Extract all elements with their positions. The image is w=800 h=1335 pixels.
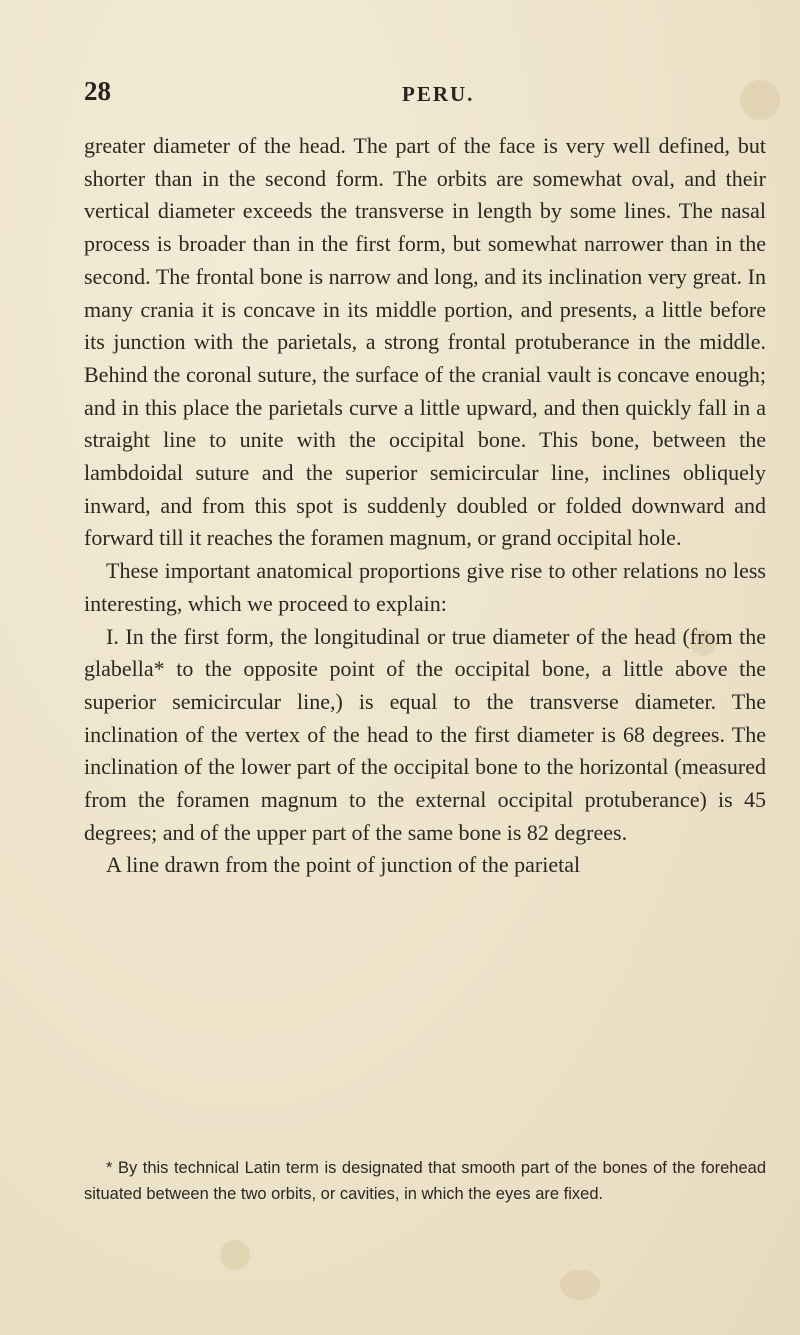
page-header — [84, 76, 764, 112]
paragraph: I. In the first form, the longitudinal or true diameter of the head (from the glabella* to the opposite point of the occipital bone, a little above the superior semicircular line,) is equal to the transverse diameter. The inclination of the vertex of the head to the first diameter is 68 degrees. The inclination of the lower part of the occipital bone to the horizontal (measured from the foramen magnum to the external occipital protuberance) is 45 degrees; and of the upper part of the same bone is 82 degrees. — [84, 623, 766, 845]
paper-stain — [220, 1240, 250, 1270]
paragraph: greater diameter of the head. The part of the face is very well defined, but shorter than in the second form. The orbits are somewhat oval, and their vertical diameter exceeds the transverse in length by some lines. The nasal process is broader than in the first form, but somewhat narrower than in the second. The frontal bone is narrow and long, and its inclination very great. In many crania it is concave in its middle portion, and presents, a little before its junction with the parietals, a strong frontal protuberance in the middle. Behind the coronal suture, the surface of the cranial vault is concave enough; and in this place the parietals curve a little upward, and then quickly fall in a straight line to unite with the occipital bone. This bone, between the lambdoidal suture and the superior semicircular line, inclines obliquely inward, and from this spot is suddenly doubled or folded downward and forward till it reaches the foramen magnum, or grand occipital hole. — [84, 133, 766, 551]
paragraph: A line drawn from the point of junction of the parietal — [106, 852, 581, 878]
running-head: PERU. — [402, 82, 475, 106]
paragraph: These important anatomical proportions give rise to other relations no less interesting, which we proceed to explain: — [84, 558, 766, 616]
footnote — [84, 1155, 766, 1207]
footnote-text: * By this technical Latin term is designated that smooth part of the bones of the forehead situated between the two orbits, or cavities, in which the eyes are fixed. — [84, 1159, 766, 1203]
paper-stain — [560, 1270, 600, 1300]
page-number: 28 — [84, 76, 111, 106]
body-text — [84, 130, 766, 882]
